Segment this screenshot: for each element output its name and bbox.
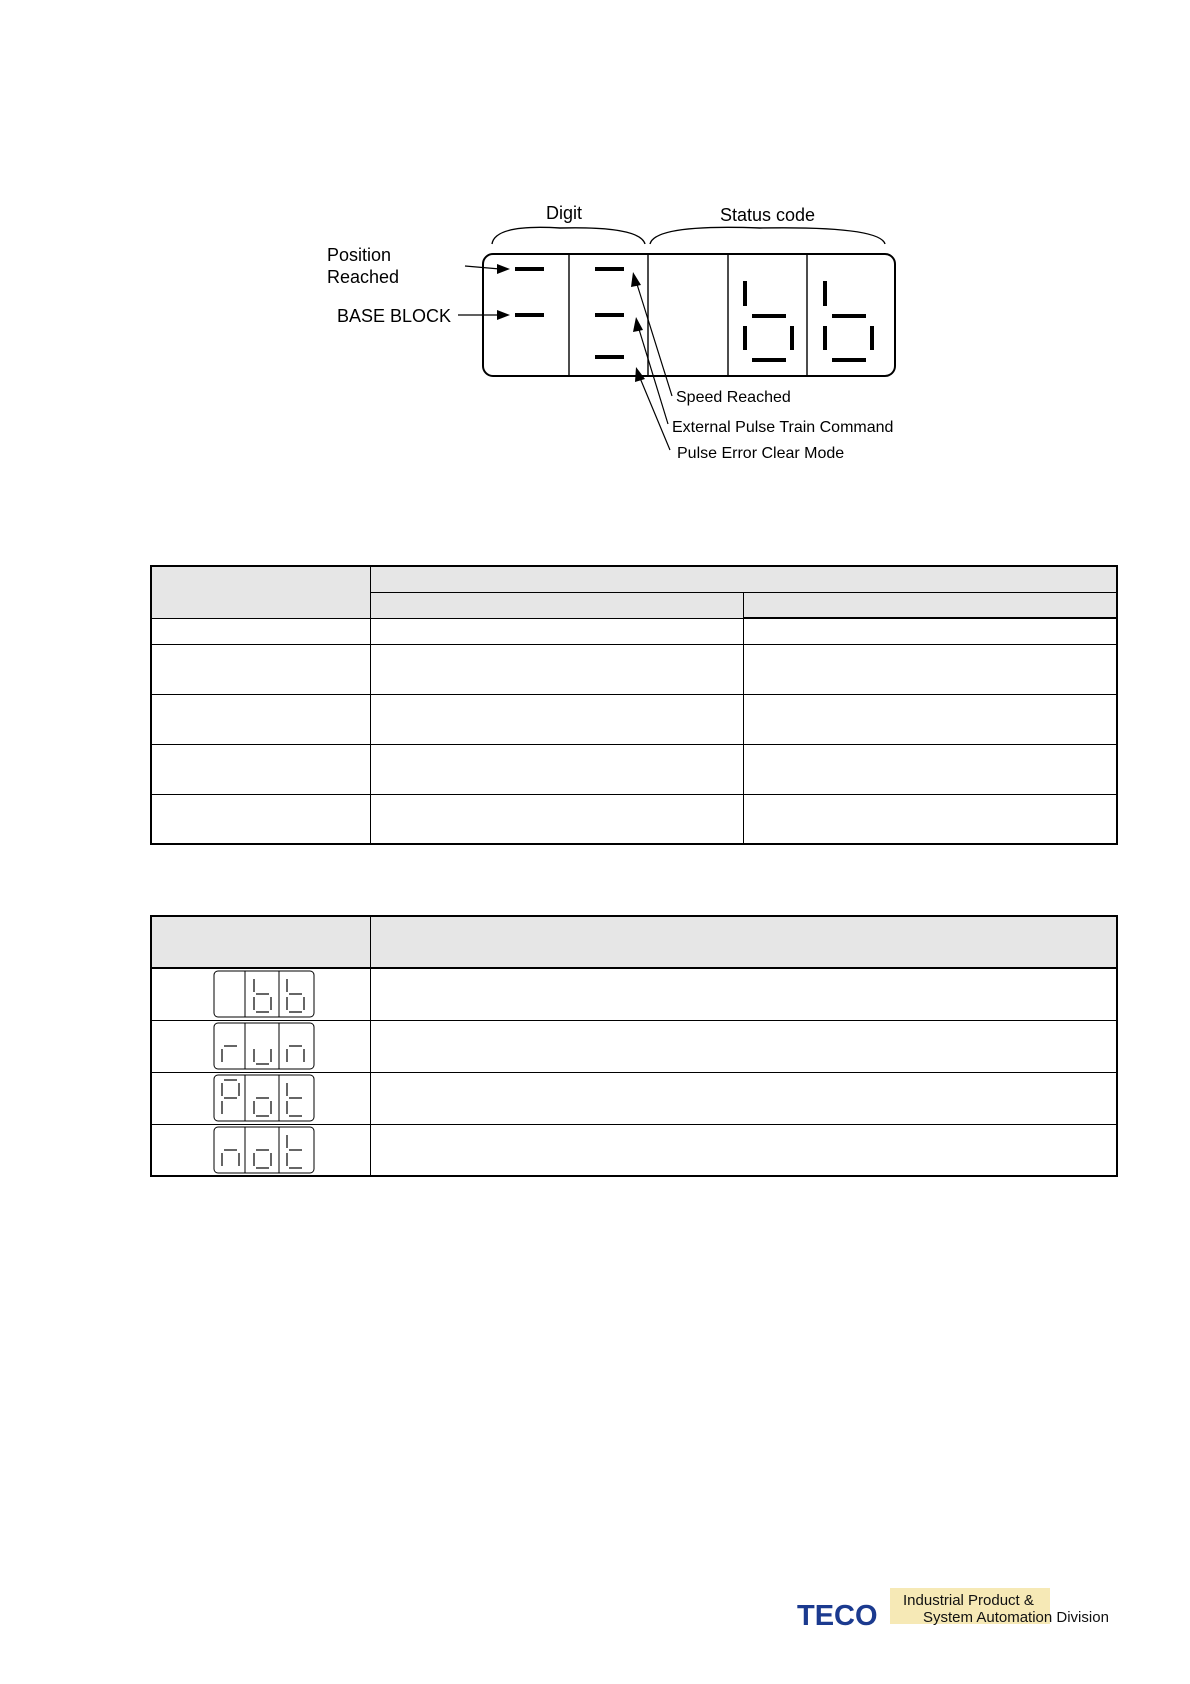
table1-header-lit [370,592,743,618]
table-row [151,618,1117,644]
status-display-diagram [0,0,1190,480]
table-row [151,968,1117,1020]
table-row [151,744,1117,794]
status-brace [650,227,885,244]
table1-header-item [151,566,370,618]
seven-seg-bb [152,969,371,1019]
digit-brace [492,227,645,244]
table-row [151,644,1117,694]
label-pulse-error: Pulse Error Clear Mode [677,445,845,462]
table1-header-unlit [743,592,1117,618]
table-row [151,694,1117,744]
table2-header-code [151,916,370,968]
label-ext-pulse: External Pulse Train Command [672,419,894,436]
label-position-reached-1: Position [327,245,392,265]
label-base-block: BASE BLOCK [337,306,452,326]
seven-seg-not [152,1125,371,1175]
footer-line-1: Industrial Product & [903,1592,1034,1609]
label-speed-reached: Speed Reached [676,389,791,406]
label-status-code: Status code [720,205,816,225]
table-row [151,1072,1117,1124]
table1-header-desc [370,566,1117,592]
seven-seg-run [152,1021,371,1071]
label-digit: Digit [546,203,583,223]
table2-header-desc [370,916,1117,968]
table-row [151,1020,1117,1072]
label-position-reached-2: Reached [327,267,400,287]
footer-line-2: System Automation Division [923,1609,1109,1626]
seven-seg-pot [152,1073,371,1123]
table-row [151,1124,1117,1176]
table-row [151,794,1117,844]
digit-meaning-table [150,565,1118,845]
teco-logo: TECO [797,1600,878,1632]
status-code-table [150,915,1118,1177]
